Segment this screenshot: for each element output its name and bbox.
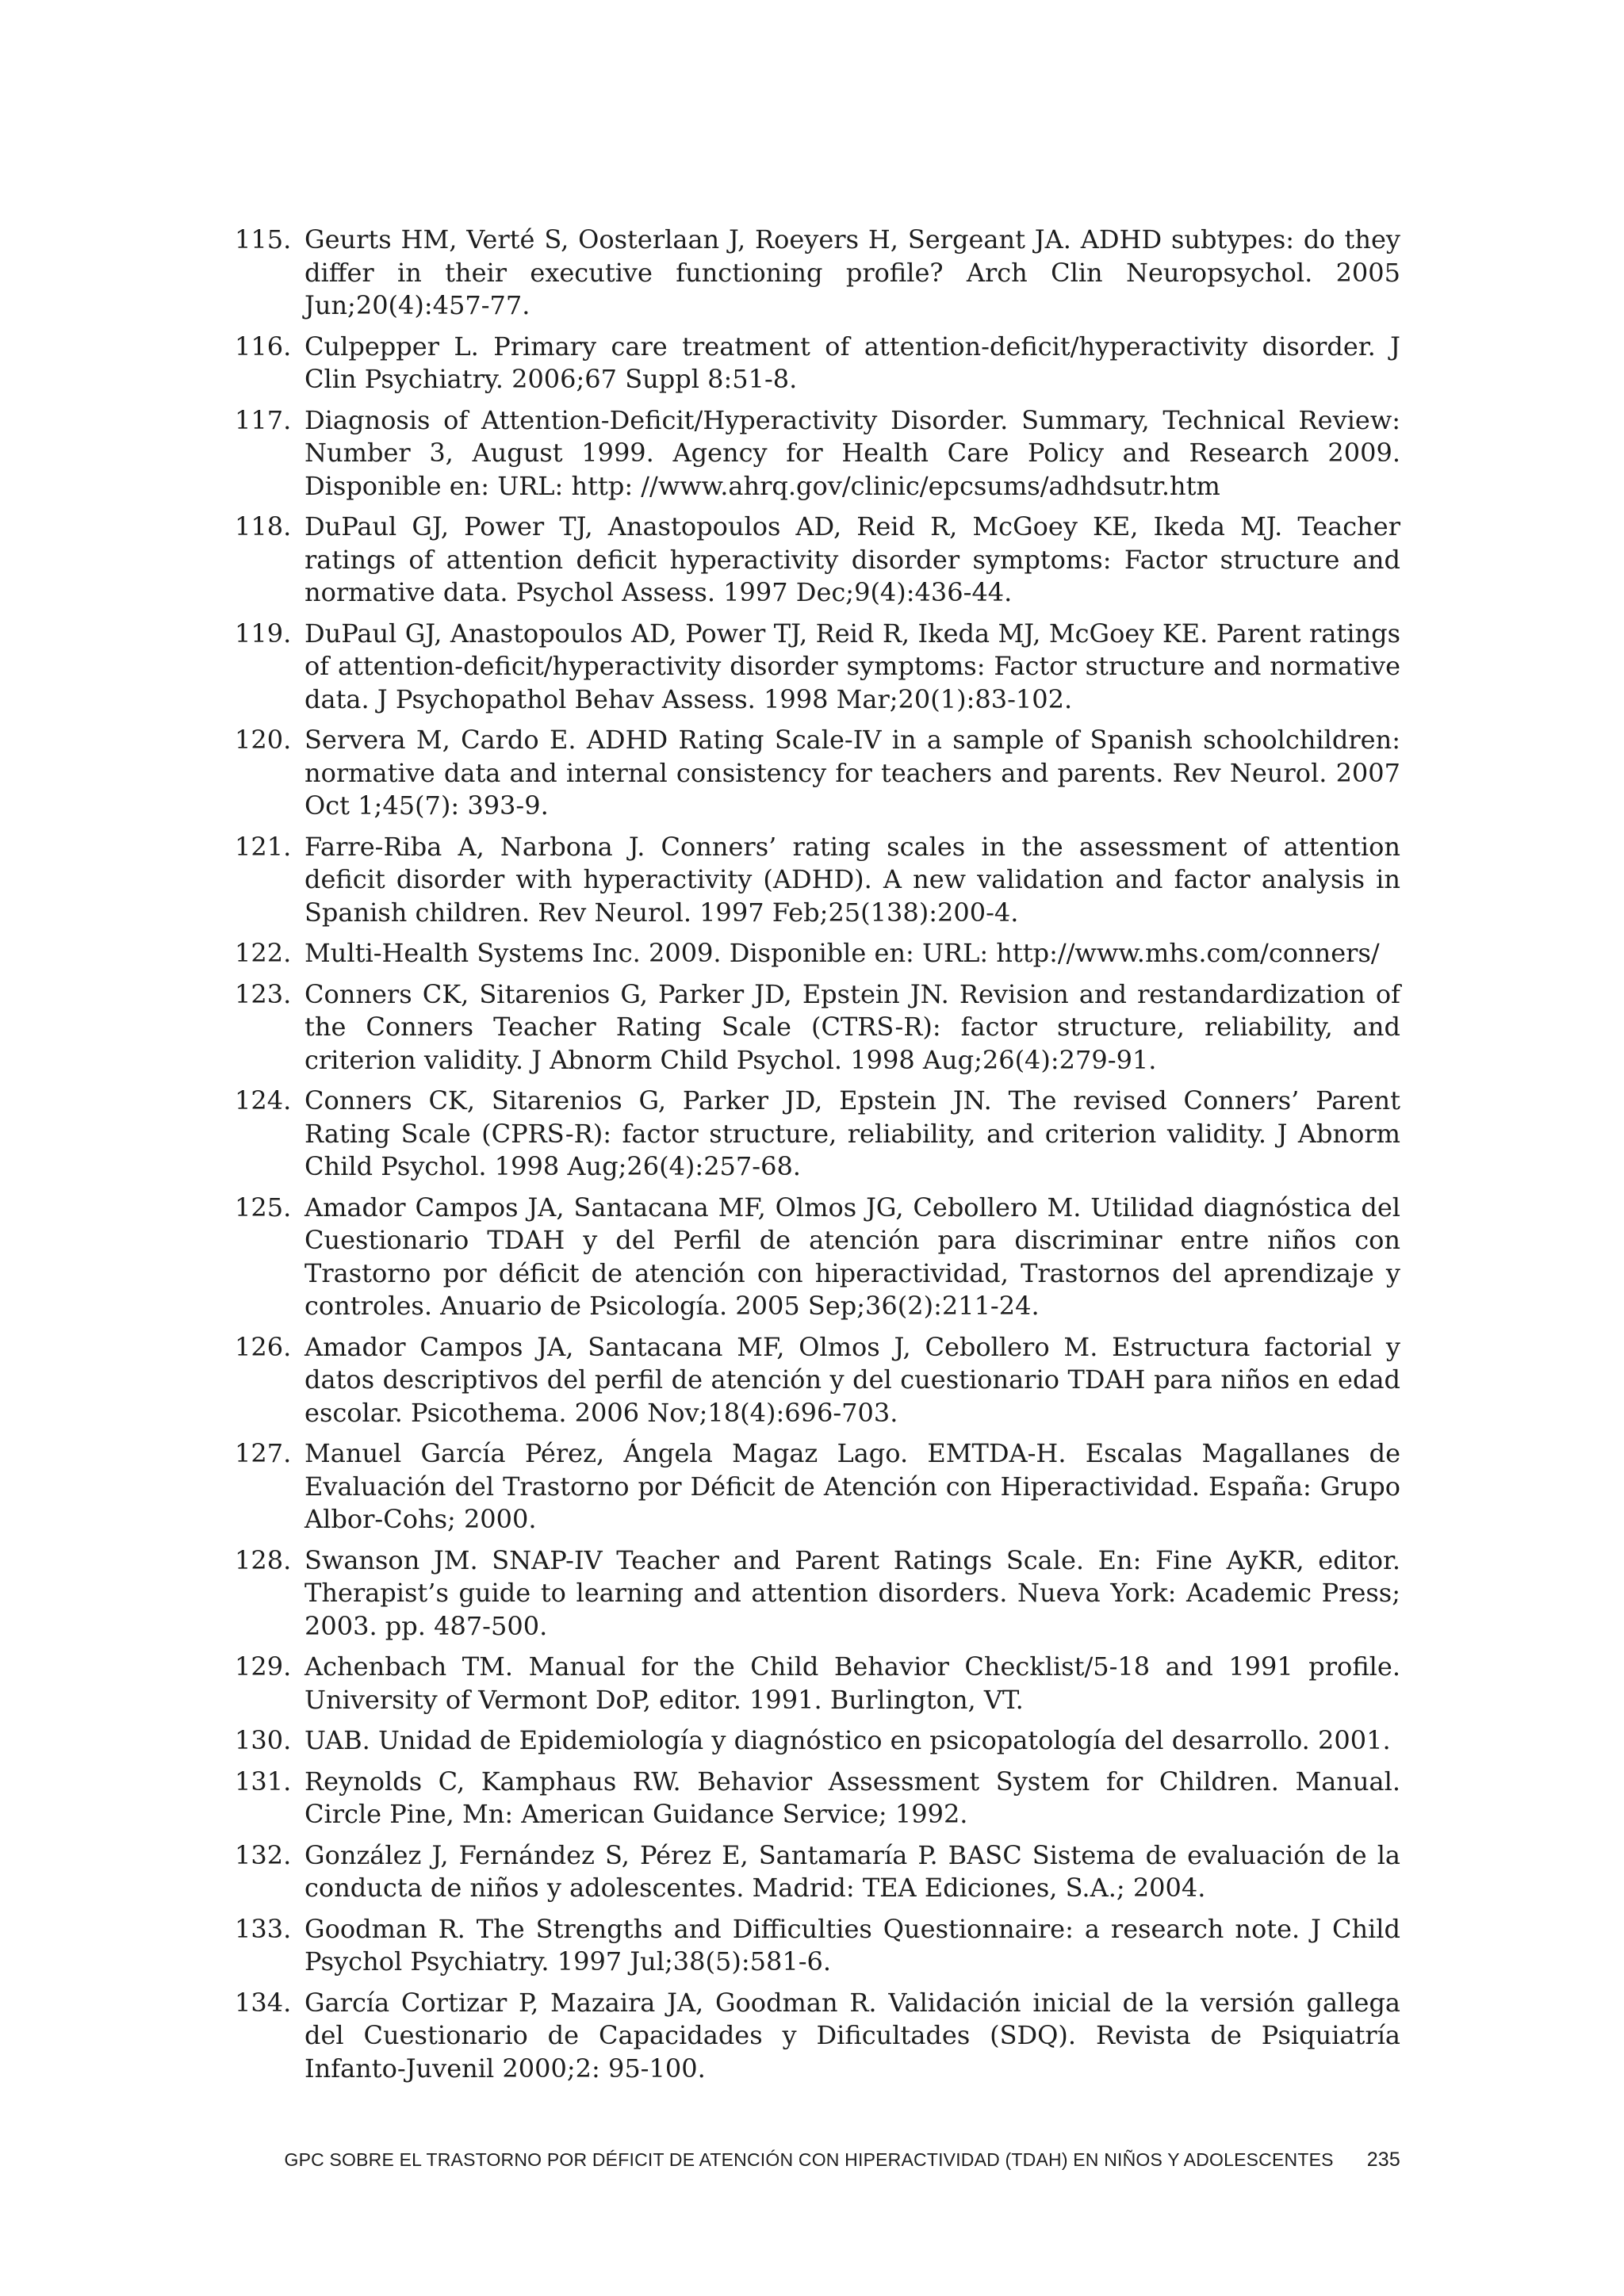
reference-number: 119.	[235, 618, 292, 649]
reference-text: González J, Fernández S, Pérez E, Santamaría P. BASC Sistema de evaluación de la conducta de niños y adolescentes. Madrid: TEA Ediciones, S.A.; 2004.	[304, 1839, 1400, 1903]
reference-item	[235, 404, 1400, 503]
reference-item	[235, 511, 1400, 610]
reference-number: 125.	[235, 1192, 292, 1223]
reference-item	[235, 1724, 1400, 1758]
reference-number: 124.	[235, 1085, 292, 1115]
reference-text: Swanson JM. SNAP-IV Teacher and Parent Ratings Scale. En: Fine AyKR, editor. Therapist’s guide to learning and attention disorders. Nueva York: Academic Press; 2003. pp. 487-500.	[304, 1544, 1400, 1641]
reference-item	[235, 618, 1400, 717]
reference-item	[235, 937, 1400, 970]
reference-text: Reynolds C, Kamphaus RW. Behavior Assessment System for Children. Manual. Circle Pine, Mn: American Guidance Service; 1992.	[304, 1766, 1400, 1829]
reference-item	[235, 1913, 1400, 1979]
reference-text: DuPaul GJ, Power TJ, Anastopoulos AD, Reid R, McGoey KE, Ikeda MJ. Teacher ratings of attention deficit hyperactivity disorder symptoms: Factor structure and normative data. Psychol Assess. 1997 Dec;9(4):436-44.	[304, 511, 1400, 607]
reference-text: Goodman R. The Strengths and Difficulties Questionnaire: a research note. J Child Psychol Psychiatry. 1997 Jul;38(5):581-6.	[304, 1913, 1400, 1976]
reference-item	[235, 1987, 1400, 2086]
reference-text: Geurts HM, Verté S, Oosterlaan J, Roeyers H, Sergeant JA. ADHD subtypes: do they differ in their executive functioning profile? Arch Clin Neuropsychol. 2005 Jun;20(4):457-77.	[304, 224, 1400, 320]
reference-item	[235, 224, 1400, 323]
reference-text: Servera M, Cardo E. ADHD Rating Scale-IV in a sample of Spanish schoolchildren: normative data and internal consistency for teachers and parents. Rev Neurol. 2007 Oct 1;45(7): 393-9.	[304, 725, 1400, 821]
reference-item	[235, 724, 1400, 823]
reference-number: 133.	[235, 1913, 292, 1944]
page-number: 235	[1366, 2149, 1400, 2171]
reference-number: 126.	[235, 1331, 292, 1362]
reference-text: DuPaul GJ, Anastopoulos AD, Power TJ, Reid R, Ikeda MJ, McGoey KE. Parent ratings of attention-deficit/hyperactivity disorder symptoms: Factor structure and normative data. J Psychopathol Behav Assess. 1998 Mar;20(1):83-102.	[304, 618, 1400, 714]
reference-number: 134.	[235, 1987, 292, 2018]
reference-text: Achenbach TM. Manual for the Child Behavior Checklist/5-18 and 1991 profile. University of Vermont DoP, editor. 1991. Burlington, VT.	[304, 1651, 1400, 1715]
reference-item	[235, 1437, 1400, 1536]
reference-text: Farre-Riba A, Narbona J. Conners’ rating scales in the assessment of attention deficit disorder with hyperactivity (ADHD). A new validation and factor analysis in Spanish children. Rev Neurol. 1997 Feb;25(138):200-4.	[304, 831, 1400, 928]
reference-item	[235, 831, 1400, 930]
reference-item	[235, 1085, 1400, 1184]
reference-list	[235, 224, 1400, 2093]
reference-text: García Cortizar P, Mazaira JA, Goodman R. Validación inicial de la versión gallega del Cuestionario de Capacidades y Dificultades (SDQ). Revista de Psiquiatría Infanto-Juvenil 2000;2: 95-100.	[304, 1987, 1400, 2084]
page-footer	[235, 2149, 1400, 2172]
reference-number: 115.	[235, 224, 292, 254]
reference-item	[235, 331, 1400, 396]
reference-text: Diagnosis of Attention-Deficit/Hyperactivity Disorder. Summary, Technical Review: Number 3, August 1999. Agency for Health Care Policy and Research 2009. Disponible en: URL: http: //www.ahrq.gov/clinic/epcsums/adhdsutr.htm	[304, 404, 1400, 501]
reference-item	[235, 1651, 1400, 1716]
footer-title: GPC SOBRE EL TRASTORNO POR DÉFICIT DE ATENCIÓN CON HIPERACTIVIDAD (TDAH) EN NIÑOS Y ADOLESCENTES	[284, 2149, 1334, 2170]
reference-number: 128.	[235, 1544, 292, 1575]
reference-number: 130.	[235, 1725, 292, 1755]
reference-number: 117.	[235, 404, 292, 435]
reference-item	[235, 1192, 1400, 1323]
reference-text: UAB. Unidad de Epidemiología y diagnóstico en psicopatología del desarrollo. 2001.	[304, 1725, 1391, 1755]
reference-number: 123.	[235, 978, 292, 1009]
reference-number: 116.	[235, 331, 292, 362]
reference-text: Multi-Health Systems Inc. 2009. Disponible en: URL: http://www.mhs.com/conners/	[304, 938, 1380, 968]
reference-number: 118.	[235, 511, 292, 541]
reference-number: 129.	[235, 1651, 292, 1682]
reference-number: 131.	[235, 1766, 292, 1797]
reference-number: 122.	[235, 938, 292, 968]
reference-number: 127.	[235, 1438, 292, 1468]
reference-text: Culpepper L. Primary care treatment of attention-deficit/hyperactivity disorder. J Clin Psychiatry. 2006;67 Suppl 8:51-8.	[304, 331, 1400, 394]
reference-item	[235, 1839, 1400, 1905]
reference-text: Amador Campos JA, Santacana MF, Olmos J, Cebollero M. Estructura factorial y datos descriptivos del perfil de atención y del cuestionario TDAH para niños en edad escolar. Psicothema. 2006 Nov;18(4):696-703.	[304, 1331, 1400, 1428]
reference-item	[235, 1331, 1400, 1430]
reference-item	[235, 1766, 1400, 1831]
reference-item	[235, 978, 1400, 1077]
reference-number: 132.	[235, 1839, 292, 1870]
reference-number: 120.	[235, 725, 292, 755]
reference-text: Amador Campos JA, Santacana MF, Olmos JG, Cebollero M. Utilidad diagnóstica del Cuestionario TDAH y del Perfil de atención para discriminar entre niños con Trastorno por déficit de atención con hiperactividad, Trastornos del aprendizaje y controles. Anuario de Psicología. 2005 Sep;36(2):211-24.	[304, 1192, 1400, 1321]
reference-text: Conners CK, Sitarenios G, Parker JD, Epstein JN. The revised Conners’ Parent Rating Scale (CPRS-R): factor structure, reliability, and criterion validity. J Abnorm Child Psychol. 1998 Aug;26(4):257-68.	[304, 1085, 1400, 1181]
reference-item	[235, 1544, 1400, 1644]
reference-text: Manuel García Pérez, Ángela Magaz Lago. EMTDA-H. Escalas Magallanes de Evaluación del Trastorno por Déficit de Atención con Hiperactividad. España: Grupo Albor-Cohs; 2000.	[304, 1438, 1400, 1534]
reference-number: 121.	[235, 831, 292, 862]
reference-text: Conners CK, Sitarenios G, Parker JD, Epstein JN. Revision and restandardization of the Conners Teacher Rating Scale (CTRS-R): factor structure, reliability, and criterion validity. J Abnorm Child Psychol. 1998 Aug;26(4):279-91.	[304, 978, 1400, 1075]
